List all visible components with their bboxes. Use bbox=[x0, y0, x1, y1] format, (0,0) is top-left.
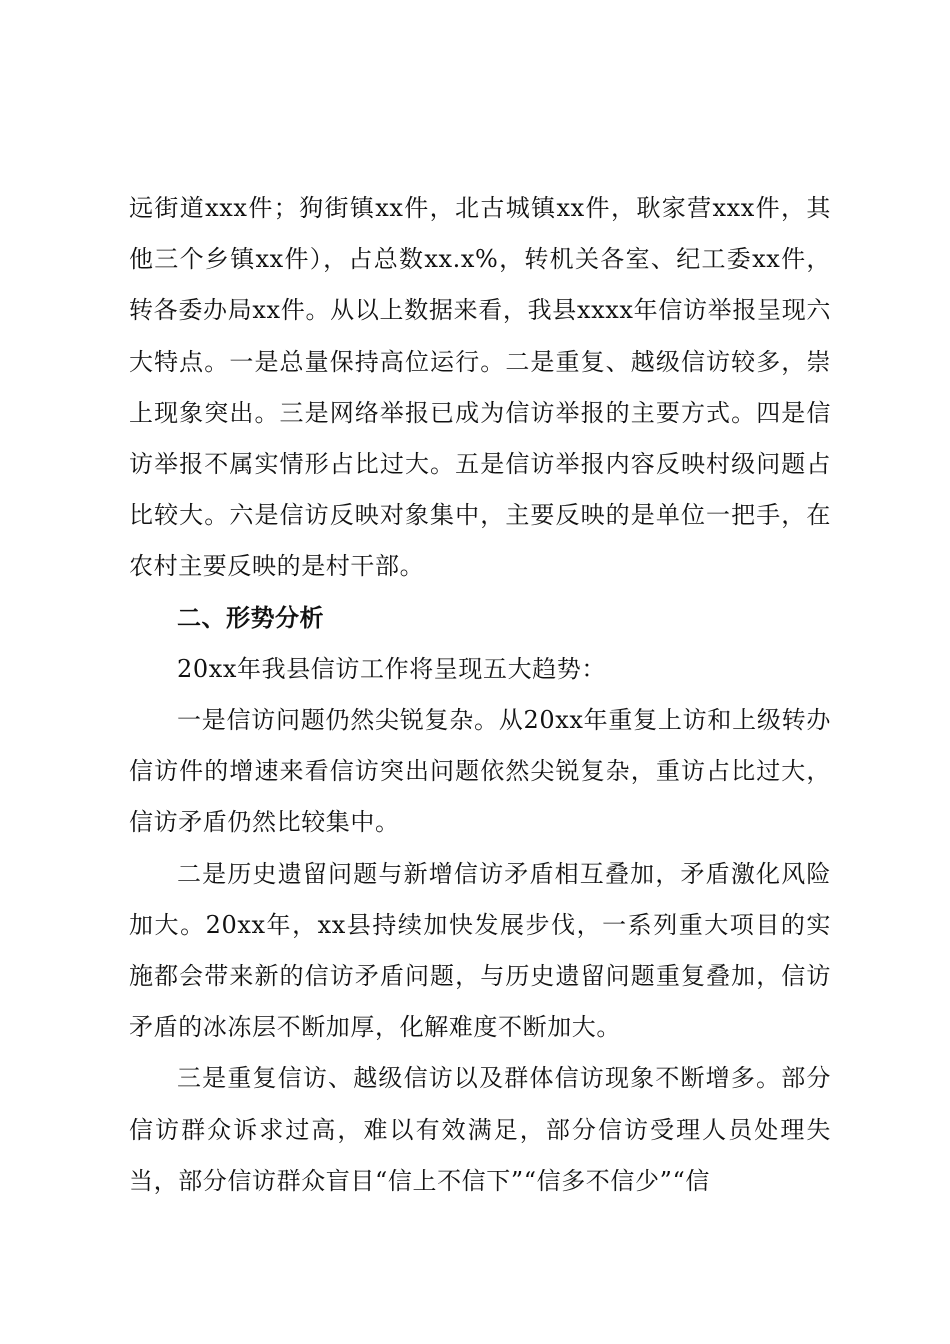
paragraph-trend-one: 一是信访问题仍然尖锐复杂。从20xx年重复上访和上级转办信访件的增速来看信访突出问题依然尖锐复杂，重访占比过大，信访矛盾仍然比较集中。 bbox=[129, 706, 831, 837]
paragraph-continued-statistics: 远街道xxx件；狗街镇xx件，北古城镇xx件，耿家营xxx件，其他三个乡镇xx件），占总数xx.x%，转机关各室、纪工委xx件，转各委办局xx件。从以上数据来看，我县xxxx年信访举报呈现六大特点。一是总量保持高位运行。二是重复、越级信访较多，崇上现象突出。三是网络举报已成为信访举报的主要方式。四是信访举报不属实情形占比过大。五是信访举报内容反映村级问题占比较大。六是信访反映对象集中，主要反映的是单位一把手，在农村主要反映的是村干部。 bbox=[129, 194, 831, 581]
document-body bbox=[129, 183, 831, 1207]
paragraph-trend-two: 二是历史遗留问题与新增信访矛盾相互叠加，矛盾激化风险加大。20xx年，xx县持续加快发展步伐，一系列重大项目的实施都会带来新的信访矛盾问题，与历史遗留问题重复叠加，信访矛盾的冰冻层不断加厚，化解难度不断加大。 bbox=[129, 859, 831, 1042]
paragraph-trend-three: 三是重复信访、越级信访以及群体信访现象不断增多。部分信访群众诉求过高，难以有效满足，部分信访受理人员处理失当，部分信访群众盲目“信上不信下”“信多不信少”“信 bbox=[129, 1064, 831, 1195]
section-heading-situation-analysis: 二、形势分析 bbox=[177, 603, 324, 632]
paragraph-trends-intro: 20xx年我县信访工作将呈现五大趋势： bbox=[177, 654, 607, 683]
